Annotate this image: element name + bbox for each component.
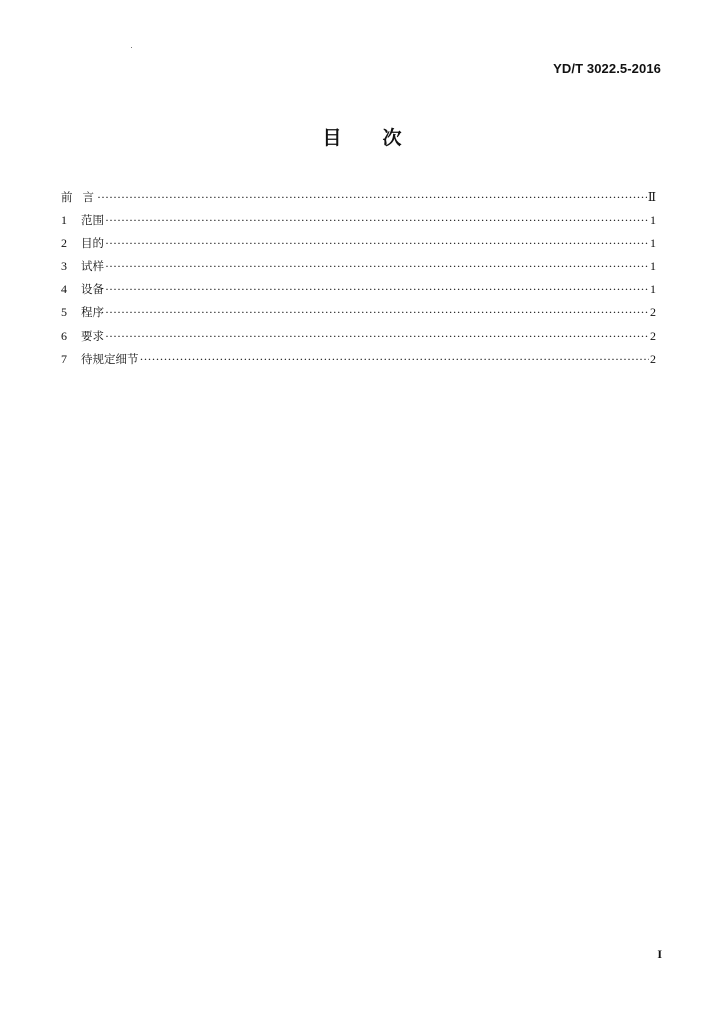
toc-entry-specimen[interactable]: [61, 255, 656, 278]
toc-entry-number: 6: [61, 328, 67, 343]
toc-entry-page: 2: [650, 328, 656, 343]
toc-entry-equipment[interactable]: [61, 278, 656, 301]
toc-entry-page: 1: [650, 236, 656, 251]
toc-entry-scope[interactable]: [61, 209, 656, 232]
toc-entry-preface[interactable]: [61, 186, 656, 209]
toc-entry-number: 7: [61, 351, 67, 366]
toc-leader-dots: [105, 209, 649, 232]
toc-leader-dots: [105, 301, 649, 324]
toc-entry-number: 4: [61, 282, 67, 297]
toc-leader-dots: [105, 255, 649, 278]
scan-speck: [131, 47, 132, 48]
toc-leader-dots: [105, 278, 649, 301]
toc-leader-dots: [140, 348, 650, 371]
toc-entry-text: 前言: [61, 190, 104, 204]
toc-entry-text: 范围: [81, 213, 104, 228]
toc-entry-requirements[interactable]: [61, 325, 656, 348]
toc-entry-procedure[interactable]: [61, 301, 656, 324]
toc-entry-text: 待规定细节: [81, 351, 139, 366]
page-number: I: [657, 947, 662, 961]
toc-entry-text: 目的: [81, 236, 104, 251]
toc-leader-dots: [105, 232, 649, 255]
toc-entry-page: 1: [650, 282, 656, 297]
toc-entry-page: 1: [650, 213, 656, 228]
toc-entry-text: 试样: [81, 259, 104, 274]
toc-entry-text: 程序: [81, 305, 104, 320]
toc-title: [0, 123, 725, 150]
toc-entry-page: 2: [650, 351, 656, 366]
toc-title-part1: 目: [322, 127, 343, 149]
toc-leader-dots: [105, 325, 649, 348]
toc-entry-page: 2: [650, 305, 656, 320]
toc-entry-text: 设备: [81, 282, 104, 297]
toc-entry-number: 2: [61, 236, 67, 251]
toc-entry-number: 1: [61, 213, 67, 228]
toc-entry-text: 要求: [81, 328, 104, 343]
toc-entry-purpose[interactable]: [61, 232, 656, 255]
table-of-contents: [61, 186, 656, 371]
toc-entry-details[interactable]: [61, 348, 656, 371]
toc-entry-page: 1: [650, 259, 656, 274]
toc-title-part2: 次: [382, 127, 403, 149]
toc-entry-number: 3: [61, 259, 67, 274]
toc-entry-number: 5: [61, 305, 67, 320]
toc-entry-page: Ⅱ: [647, 190, 656, 204]
toc-leader-dots: [97, 186, 647, 209]
document-number: YD/T 3022.5-2016: [553, 61, 661, 76]
